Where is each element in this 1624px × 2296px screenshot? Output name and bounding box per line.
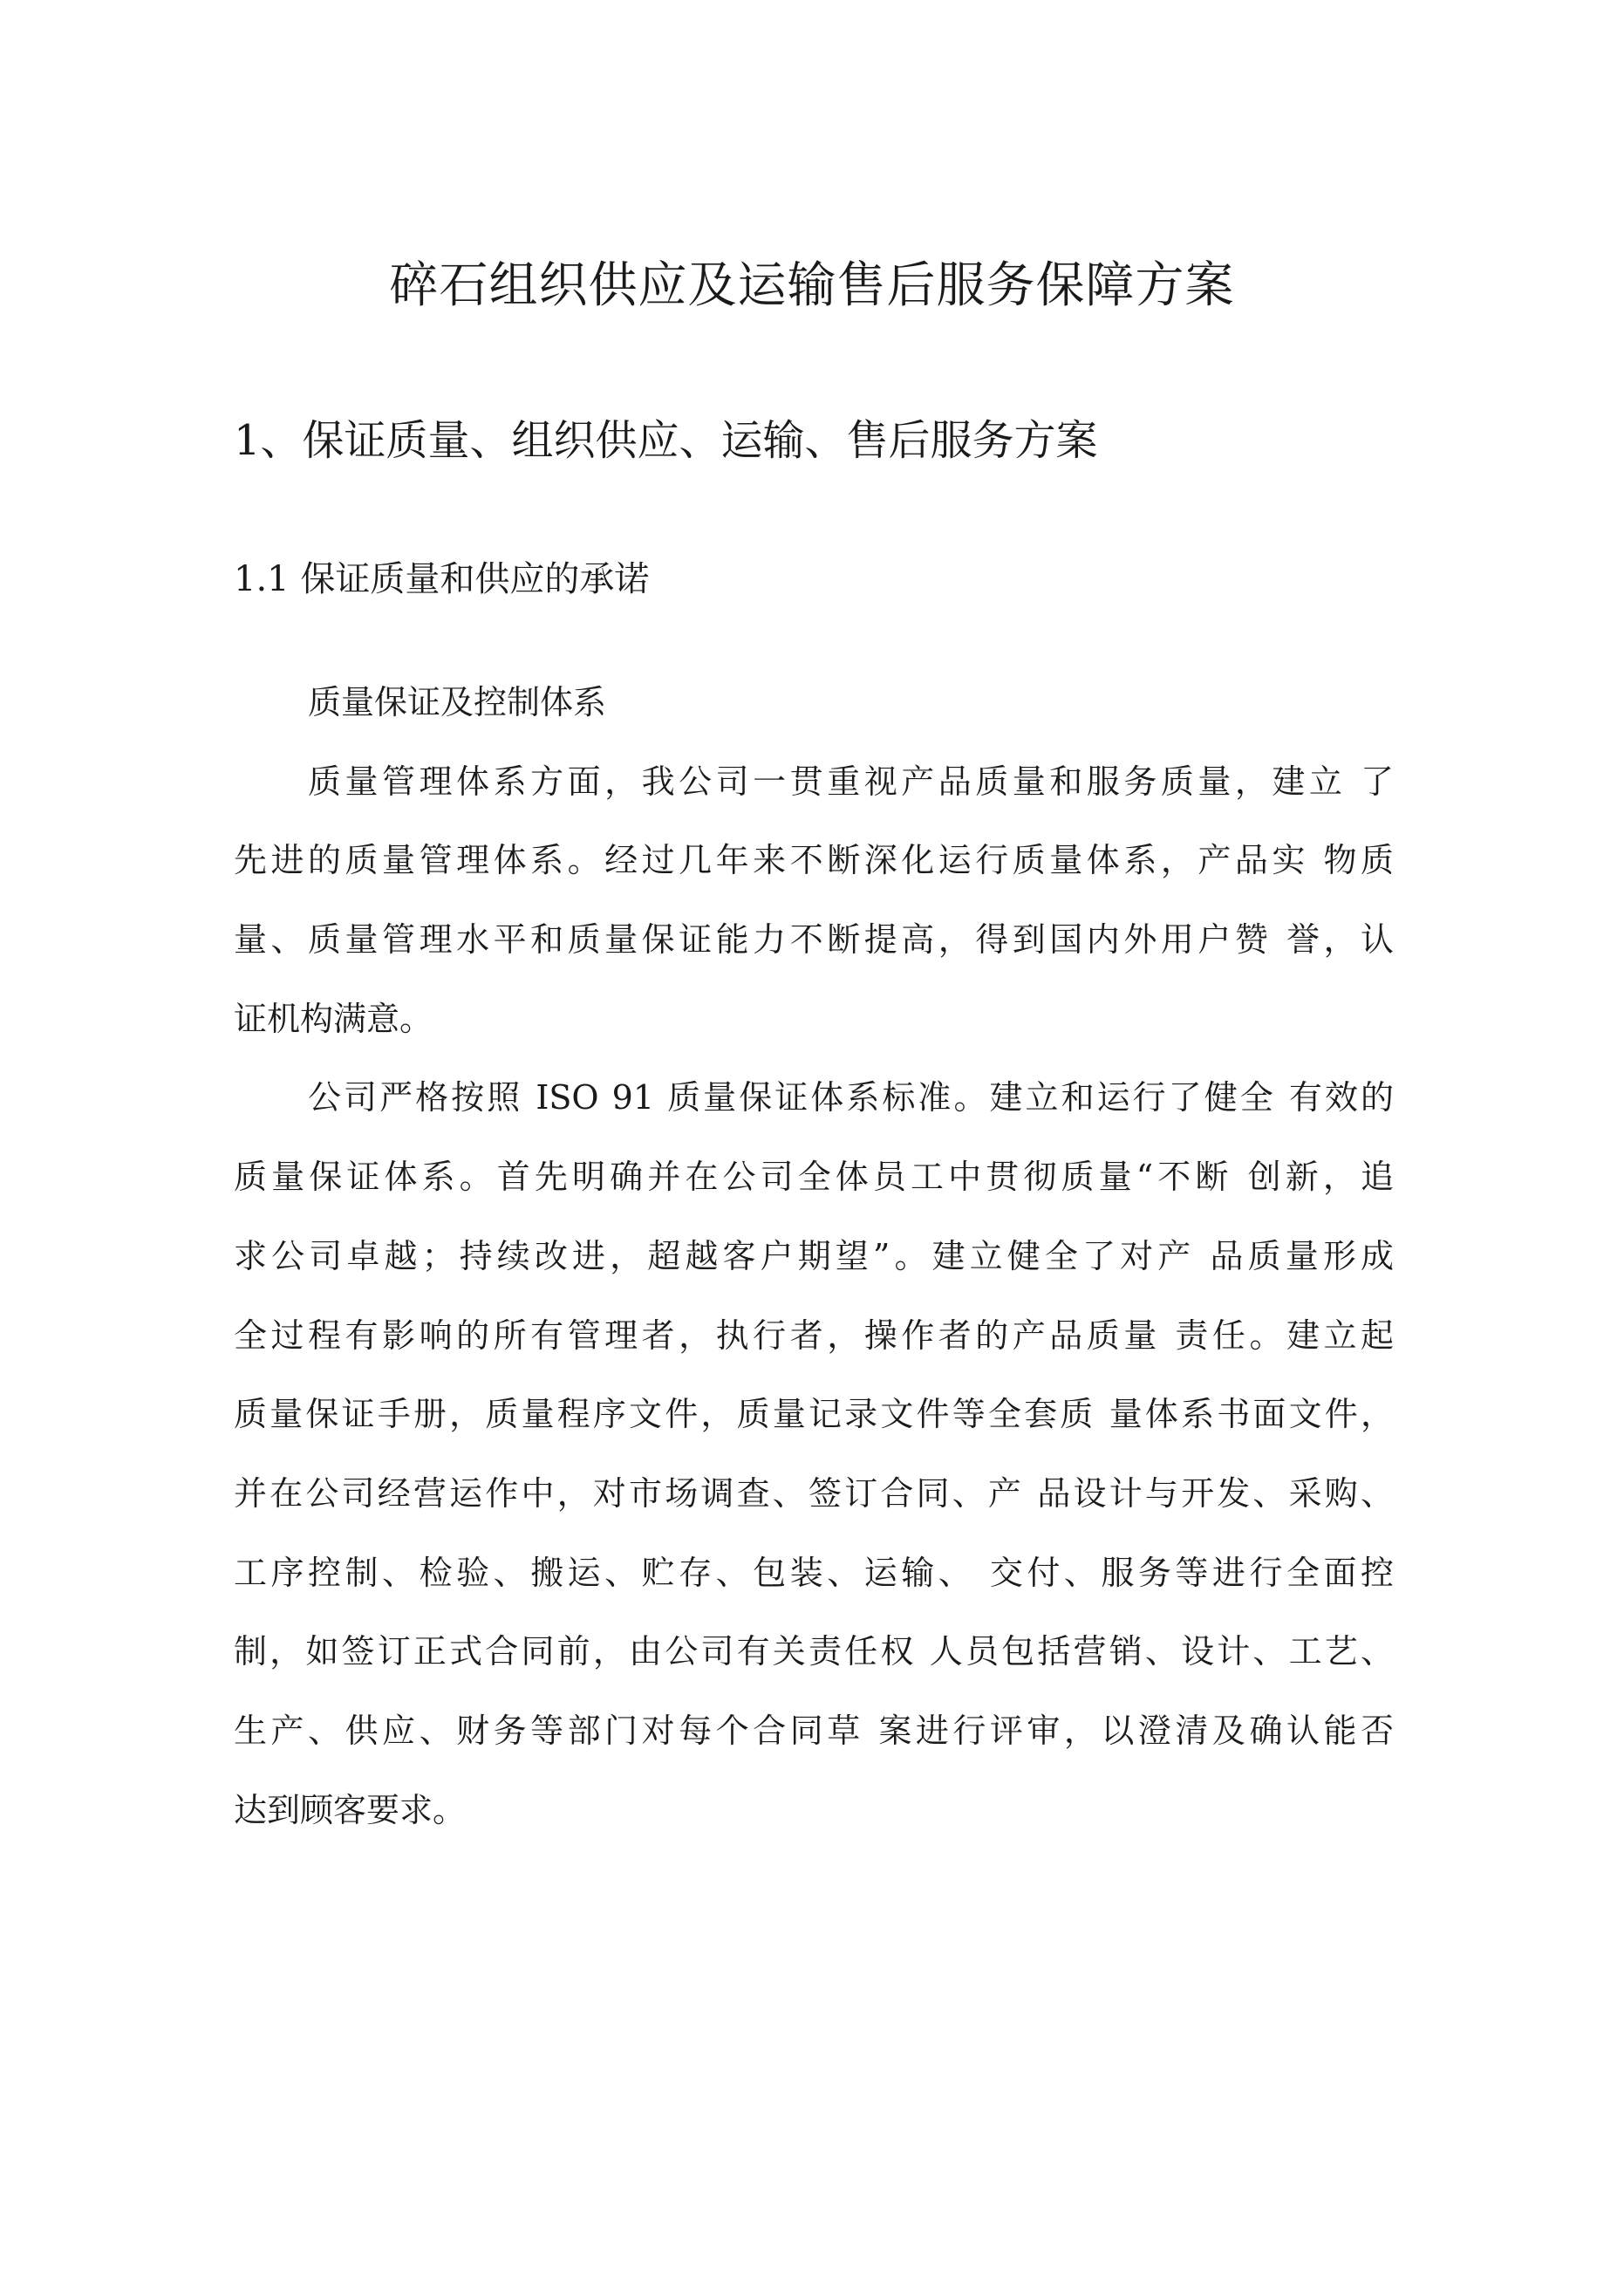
paragraph-line: 先进的质量管理体系。经过几年来不断深化运行质量体系，产品实 物质 [234,841,1394,880]
paragraph-line: 公司严格按照 ISO 91 质量保证体系标准。建立和运行了健全 有效的 [308,1078,1394,1117]
paragraph-line: 达到顾客要求。 [234,1790,467,1829]
paragraph-line: 全过程有影响的所有管理者，执行者，操作者的产品质量 责任。建立起 [234,1315,1394,1355]
paragraph-line: 量、质量管理水平和质量保证能力不断提高，得到国内外用户赞 誉，认 [234,920,1394,960]
document-title: 碎石组织供应及运输售后服务保障方案 [389,257,1235,314]
paragraph-line: 证机构满意。 [234,999,433,1038]
section-heading-1: 1、保证质量、组织供应、运输、售后服务方案 [234,416,1098,465]
paragraph-line: 求公司卓越；持续改进，超越客户期望”。建立健全了对产 品质量形成 [234,1236,1394,1275]
paragraph-line: 制，如签订正式合同前，由公司有关责任权 人员包括营销、设计、工艺、 [234,1632,1394,1671]
paragraph-line: 质量保证手册，质量程序文件，质量记录文件等全套质 量体系书面文件， [234,1395,1394,1434]
paragraph-line: 生产、供应、财务等部门对每个合同草 案进行评审，以澄清及确认能否 [234,1711,1394,1750]
paragraph-line: 质量保证体系。首先明确并在公司全体员工中贯彻质量“不断 创新，追 [234,1158,1394,1197]
paragraph-line: 质量管理体系方面，我公司一贯重视产品质量和服务质量，建立 了 [308,762,1394,801]
section-heading-1-1: 1.1 保证质量和供应的承诺 [234,559,650,599]
subheading-quality-control: 质量保证及控制体系 [308,683,607,721]
paragraph-line: 工序控制、检验、搬运、贮存、包装、运输、 交付、服务等进行全面控 [234,1553,1394,1592]
body-text [234,674,1394,1861]
paragraph-line: 并在公司经营运作中，对市场调查、签订合同、产 品设计与开发、采购、 [234,1473,1394,1513]
